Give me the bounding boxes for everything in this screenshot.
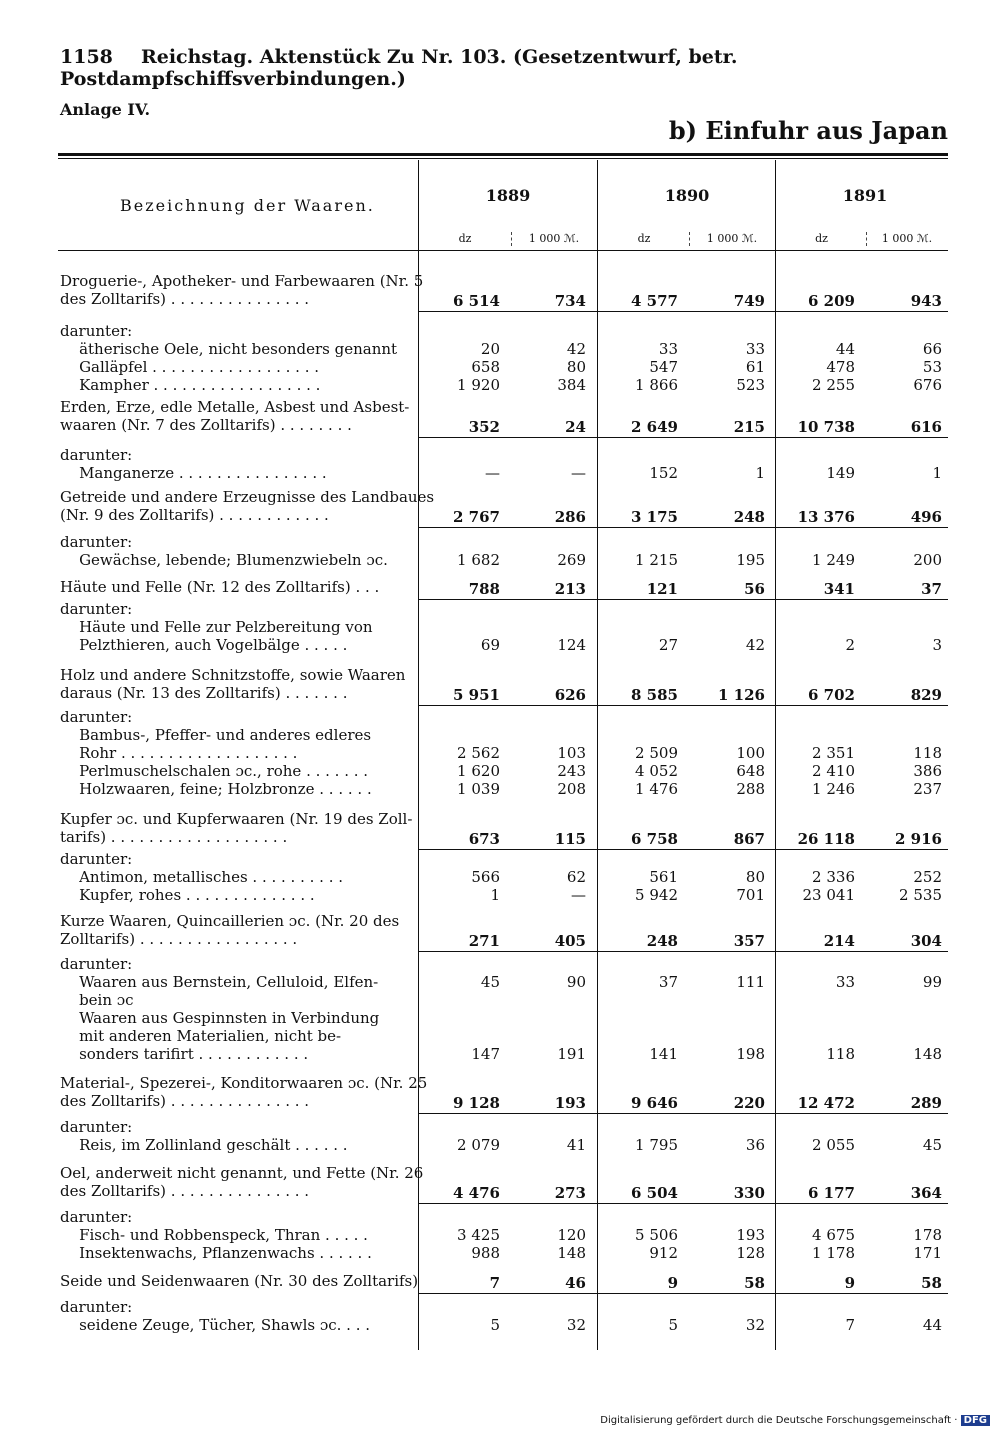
- year-header: 1890: [664, 186, 710, 205]
- value-cell: 566: [471, 868, 500, 886]
- subcategory-label: darunter: Bambus-, Pfeffer- und anderes edleres Rohr . . . . . . . . . . . . . . . . . . . Perlmuschelschalen ɔc., rohe . . . . . . . Holzwaaren, feine; Holzbronze . . . . . .: [60, 708, 372, 798]
- value-cell: 1 795: [635, 1136, 678, 1154]
- value-cell: —: [571, 886, 586, 904]
- value-cell: 1 920: [457, 376, 500, 394]
- value-cell: 2 410: [812, 762, 855, 780]
- value-cell: 2 351: [812, 744, 855, 762]
- value-cell: 1 620: [457, 762, 500, 780]
- value-cell: 193: [554, 1094, 586, 1112]
- value-cell: 99: [922, 973, 942, 991]
- value-cell: 271: [468, 932, 500, 950]
- value-cell: 42: [745, 636, 765, 654]
- year-header: 1889: [485, 186, 531, 205]
- value-cell: 37: [921, 580, 942, 598]
- value-cell: 46: [565, 1274, 586, 1292]
- value-cell: 191: [557, 1045, 586, 1063]
- value-cell: 5 506: [635, 1226, 678, 1244]
- value-cell: 44: [922, 1316, 942, 1334]
- value-cell: 243: [557, 762, 586, 780]
- subcategory-label: darunter: Manganerze . . . . . . . . . . . . . . . .: [60, 446, 327, 482]
- value-cell: 6 758: [631, 830, 678, 848]
- value-cell: 1 178: [812, 1244, 855, 1262]
- value-cell: 33: [658, 340, 678, 358]
- value-cell: 2 916: [895, 830, 942, 848]
- year-header: 1891: [842, 186, 888, 205]
- category-label: Seide und Seidenwaaren (Nr. 30 des Zolltarifs): [60, 1272, 419, 1290]
- value-cell: 8 585: [631, 686, 678, 704]
- category-label: Erden, Erze, edle Metalle, Asbest und Asbest- waaren (Nr. 7 des Zolltarifs) . . . . . . . .: [60, 398, 410, 434]
- value-cell: 1 215: [635, 551, 678, 569]
- value-cell: 1 682: [457, 551, 500, 569]
- value-cell: 9 128: [453, 1094, 500, 1112]
- page-title: Reichstag. Aktenstück Zu Nr. 103. (Gesetzentwurf, betr. Postdampfschiffsverbindungen.): [60, 46, 738, 90]
- value-cell: 32: [566, 1316, 586, 1334]
- value-cell: 13 376: [797, 508, 855, 526]
- value-cell: 352: [468, 418, 500, 436]
- footer-text: Digitalisierung gefördert durch die Deutsche Forschungsgemeinschaft ·: [600, 1415, 958, 1426]
- value-cell: 149: [826, 464, 855, 482]
- subcategory-label: darunter: Waaren aus Bernstein, Celluloid, Elfen- bein ɔc Waaren aus Gespinnsten in Verbindung mit anderen Materialien, nicht be- sonders tarifirt . . . . . . . . . . . .: [60, 955, 380, 1063]
- page-number: 1158: [60, 46, 113, 68]
- value-cell: 33: [835, 973, 855, 991]
- value-cell: 80: [745, 868, 765, 886]
- value-cell: 5: [490, 1316, 500, 1334]
- unit-value-header: 1 000 ℳ.: [881, 232, 933, 245]
- category-label: Getreide und andere Erzeugnisse des Landbaues (Nr. 9 des Zolltarifs) . . . . . . . . . . . .: [60, 488, 435, 524]
- value-cell: 2 649: [631, 418, 678, 436]
- value-cell: 4 476: [453, 1184, 500, 1202]
- section-subtitle: b) Einfuhr aus Japan: [668, 116, 948, 145]
- value-cell: 9 646: [631, 1094, 678, 1112]
- value-cell: 42: [566, 340, 586, 358]
- category-label: Kupfer ɔc. und Kupferwaaren (Nr. 19 des Zoll- tarifs) . . . . . . . . . . . . . . . . . . .: [60, 810, 413, 846]
- value-cell: 32: [745, 1316, 765, 1334]
- value-cell: 286: [554, 508, 586, 526]
- value-cell: 24: [565, 418, 586, 436]
- value-cell: 214: [823, 932, 855, 950]
- value-cell: 2 255: [812, 376, 855, 394]
- category-label: Holz und andere Schnitzstoffe, sowie Waaren daraus (Nr. 13 des Zolltarifs) . . . . . . .: [60, 666, 406, 702]
- total-rule: [418, 599, 948, 600]
- subcategory-label: darunter: Gewächse, lebende; Blumenzwiebeln ɔc.: [60, 533, 388, 569]
- value-cell: 943: [910, 292, 942, 310]
- value-cell: 6 514: [453, 292, 500, 310]
- value-cell: 56: [744, 580, 765, 598]
- value-cell: 2 336: [812, 868, 855, 886]
- label-column-header: Bezeichnung der Waaren.: [120, 196, 375, 215]
- value-cell: 5: [668, 1316, 678, 1334]
- value-cell: 128: [736, 1244, 765, 1262]
- value-cell: 384: [557, 376, 586, 394]
- value-cell: 23 041: [802, 886, 855, 904]
- value-cell: 1 476: [635, 780, 678, 798]
- subcategory-label: darunter: ätherische Oele, nicht besonders genannt Galläpfel . . . . . . . . . . . . . . . . . . Kampher . . . . . . . . . . . . . . . . . .: [60, 322, 398, 394]
- value-cell: 547: [649, 358, 678, 376]
- subcategory-label: darunter: Fisch- und Robbenspeck, Thran . . . . . Insektenwachs, Pflanzenwachs . . . . . .: [60, 1208, 372, 1262]
- footer-credit: [600, 1415, 990, 1426]
- value-cell: 6 702: [808, 686, 855, 704]
- value-cell: 69: [480, 636, 500, 654]
- value-cell: 44: [835, 340, 855, 358]
- value-cell: 1 246: [812, 780, 855, 798]
- value-cell: 701: [736, 886, 765, 904]
- value-cell: 220: [733, 1094, 765, 1112]
- value-cell: 193: [736, 1226, 765, 1244]
- value-cell: 1 039: [457, 780, 500, 798]
- category-label: Häute und Felle (Nr. 12 des Zolltarifs) . . .: [60, 578, 380, 596]
- value-cell: 6 504: [631, 1184, 678, 1202]
- value-cell: 152: [649, 464, 678, 482]
- value-cell: 676: [913, 376, 942, 394]
- subcategory-label: darunter: seidene Zeuge, Tücher, Shawls ɔc. . . .: [60, 1298, 371, 1334]
- value-cell: 2 055: [812, 1136, 855, 1154]
- value-cell: 237: [913, 780, 942, 798]
- total-rule: [418, 1293, 948, 1294]
- value-cell: 341: [823, 580, 855, 598]
- total-rule: [418, 1113, 948, 1114]
- value-cell: 20: [480, 340, 500, 358]
- value-cell: 289: [910, 1094, 942, 1112]
- value-cell: 1: [755, 464, 765, 482]
- total-rule: [418, 1203, 948, 1204]
- value-cell: 2 562: [457, 744, 500, 762]
- total-rule: [418, 527, 948, 528]
- value-cell: 5 942: [635, 886, 678, 904]
- value-cell: 2 079: [457, 1136, 500, 1154]
- unit-qty-header: dz: [815, 232, 828, 245]
- value-cell: 248: [733, 508, 765, 526]
- value-cell: 2 767: [453, 508, 500, 526]
- value-cell: 4 577: [631, 292, 678, 310]
- value-cell: 2 509: [635, 744, 678, 762]
- total-rule: [418, 437, 948, 438]
- total-rule: [418, 705, 948, 706]
- subcategory-label: darunter: Antimon, metallisches . . . . . . . . . . Kupfer, rohes . . . . . . . . . . . . . .: [60, 850, 344, 904]
- value-cell: 3 175: [631, 508, 678, 526]
- value-cell: 120: [557, 1226, 586, 1244]
- value-cell: 12 472: [797, 1094, 855, 1112]
- value-cell: 1: [490, 886, 500, 904]
- anlage-label: Anlage IV.: [60, 100, 151, 119]
- total-rule: [418, 849, 948, 850]
- value-cell: 6 209: [808, 292, 855, 310]
- value-cell: 648: [736, 762, 765, 780]
- value-cell: 111: [736, 973, 765, 991]
- value-cell: 90: [566, 973, 586, 991]
- value-cell: 304: [910, 932, 942, 950]
- value-cell: 288: [736, 780, 765, 798]
- value-cell: 36: [745, 1136, 765, 1154]
- dfg-logo: DFG: [961, 1415, 990, 1426]
- unit-value-header: 1 000 ℳ.: [528, 232, 580, 245]
- value-cell: 61: [745, 358, 765, 376]
- value-cell: 3: [932, 636, 942, 654]
- value-cell: —: [571, 464, 586, 482]
- value-cell: 45: [480, 973, 500, 991]
- value-cell: 734: [554, 292, 586, 310]
- value-cell: 45: [922, 1136, 942, 1154]
- value-cell: 215: [733, 418, 765, 436]
- value-cell: 10 738: [797, 418, 855, 436]
- value-cell: 6 177: [808, 1184, 855, 1202]
- value-cell: 195: [736, 551, 765, 569]
- value-cell: 58: [921, 1274, 942, 1292]
- value-cell: 37: [658, 973, 678, 991]
- value-cell: 658: [471, 358, 500, 376]
- value-cell: 523: [736, 376, 765, 394]
- value-cell: 148: [913, 1045, 942, 1063]
- value-cell: 357: [733, 932, 765, 950]
- value-cell: 171: [913, 1244, 942, 1262]
- value-cell: 213: [554, 580, 586, 598]
- value-cell: 7: [489, 1274, 500, 1292]
- value-cell: 33: [745, 340, 765, 358]
- value-cell: 66: [922, 340, 942, 358]
- value-cell: —: [485, 464, 500, 482]
- value-cell: 118: [913, 744, 942, 762]
- value-cell: 405: [554, 932, 586, 950]
- value-cell: 27: [658, 636, 678, 654]
- value-cell: 364: [910, 1184, 942, 1202]
- value-cell: 5 951: [453, 686, 500, 704]
- value-cell: 7: [845, 1316, 855, 1334]
- value-cell: 124: [557, 636, 586, 654]
- value-cell: 3 425: [457, 1226, 500, 1244]
- value-cell: 1: [932, 464, 942, 482]
- value-cell: 829: [910, 686, 942, 704]
- value-cell: 103: [557, 744, 586, 762]
- value-cell: 58: [744, 1274, 765, 1292]
- value-cell: 673: [468, 830, 500, 848]
- subcategory-label: darunter: Häute und Felle zur Pelzbereitung von Pelzthieren, auch Vogelbälge . . . . .: [60, 600, 373, 654]
- unit-qty-header: dz: [637, 232, 651, 245]
- value-cell: 1 249: [812, 551, 855, 569]
- value-cell: 912: [649, 1244, 678, 1262]
- value-cell: 115: [554, 830, 586, 848]
- category-label: Oel, anderweit nicht genannt, und Fette (Nr. 26 des Zolltarifs) . . . . . . . . . . . . . . .: [60, 1164, 424, 1200]
- value-cell: 62: [566, 868, 586, 886]
- value-cell: 4 052: [635, 762, 678, 780]
- subcategory-label: darunter: Reis, im Zollinland geschält . . . . . .: [60, 1118, 348, 1154]
- value-cell: 100: [736, 744, 765, 762]
- value-cell: 200: [913, 551, 942, 569]
- value-cell: 2: [845, 636, 855, 654]
- value-cell: 988: [471, 1244, 500, 1262]
- value-cell: 269: [557, 551, 586, 569]
- value-cell: 141: [649, 1045, 678, 1063]
- value-cell: 178: [913, 1226, 942, 1244]
- value-cell: 561: [649, 868, 678, 886]
- value-cell: 41: [566, 1136, 586, 1154]
- value-cell: 626: [554, 686, 586, 704]
- value-cell: 80: [566, 358, 586, 376]
- value-cell: 330: [733, 1184, 765, 1202]
- value-cell: 273: [554, 1184, 586, 1202]
- value-cell: 208: [557, 780, 586, 798]
- value-cell: 4 675: [812, 1226, 855, 1244]
- category-label: Material-, Spezerei-, Konditorwaaren ɔc. (Nr. 25 des Zolltarifs) . . . . . . . . . . . . . . .: [60, 1074, 428, 1110]
- value-cell: 496: [910, 508, 942, 526]
- total-rule: [418, 311, 948, 312]
- unit-qty-header: dz: [458, 232, 472, 245]
- value-cell: 867: [733, 830, 765, 848]
- value-cell: 9: [844, 1274, 855, 1292]
- value-cell: 478: [826, 358, 855, 376]
- value-cell: 118: [826, 1045, 855, 1063]
- value-cell: 26 118: [797, 830, 855, 848]
- category-label: Droguerie-, Apotheker- und Farbewaaren (Nr. 5 des Zolltarifs) . . . . . . . . . . . . . . .: [60, 272, 424, 308]
- value-cell: 121: [646, 580, 678, 598]
- value-cell: 749: [733, 292, 765, 310]
- value-cell: 1 126: [718, 686, 765, 704]
- value-cell: 198: [736, 1045, 765, 1063]
- total-rule: [418, 951, 948, 952]
- category-label: Kurze Waaren, Quincaillerien ɔc. (Nr. 20 des Zolltarifs) . . . . . . . . . . . . . . . . .: [60, 912, 400, 948]
- value-cell: 386: [913, 762, 942, 780]
- value-cell: 148: [557, 1244, 586, 1262]
- value-cell: 9: [667, 1274, 678, 1292]
- value-cell: 616: [910, 418, 942, 436]
- value-cell: 788: [468, 580, 500, 598]
- value-cell: 53: [922, 358, 942, 376]
- unit-value-header: 1 000 ℳ.: [706, 232, 758, 245]
- value-cell: 147: [471, 1045, 500, 1063]
- value-cell: 248: [646, 932, 678, 950]
- value-cell: 2 535: [899, 886, 942, 904]
- value-cell: 1 866: [635, 376, 678, 394]
- value-cell: 252: [913, 868, 942, 886]
